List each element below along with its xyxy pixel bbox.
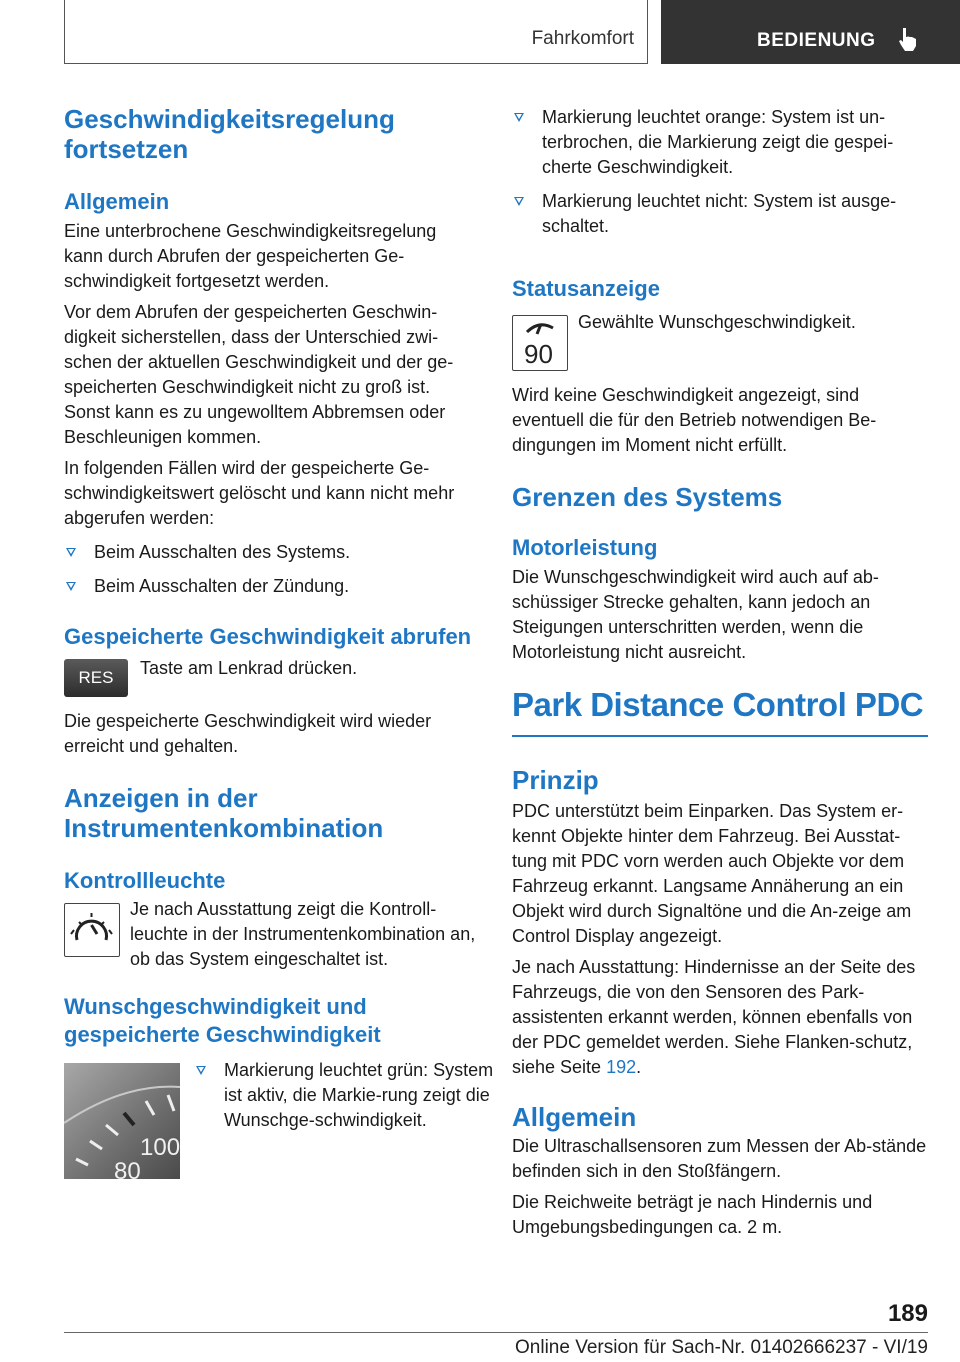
- paragraph: Die gespeicherte Geschwindigkeit wird wieder erreicht und gehalten.: [64, 711, 432, 756]
- heading-motorleistung: Motorleistung: [512, 535, 658, 560]
- header-chapter-bar: [661, 0, 960, 64]
- triangle-bullet-icon: [66, 548, 76, 557]
- list-item: [64, 574, 478, 599]
- list-item-text: Markierung leuchtet nicht: System ist ausge‐schaltet.: [542, 191, 897, 236]
- statusanzeige-row: [512, 313, 928, 371]
- heading-allgemein-pdc: Allgemein: [512, 1102, 637, 1132]
- heading-grenzen: Grenzen des Systems: [512, 482, 783, 512]
- paragraph: Die Wunschgeschwindigkeit wird auch auf ab‐schüssiger Strecke gehalten, kann jedoch an Steigungen unterschritten werden, wenn die Motorleistung nicht ausreicht.: [512, 567, 879, 662]
- speed-display-icon: [512, 315, 568, 371]
- section-title-fortsetzen: Geschwindigkeitsregelung fortsetzen: [64, 104, 395, 164]
- heading-prinzip: Prinzip: [512, 765, 599, 795]
- kontrollleuchte-text: Je nach Ausstattung zeigt die Kontroll‐leuchte in der Instrumentenkombination an, ob das System eingeschaltet ist.: [130, 899, 476, 969]
- header-section-title: Fahrkomfort: [531, 28, 634, 49]
- status-text: Gewählte Wunschgeschwindigkeit.: [578, 312, 856, 332]
- left-column: [64, 98, 494, 1179]
- triangle-bullet-icon: [514, 113, 524, 122]
- list-item-text: Beim Ausschalten der Zündung.: [94, 576, 350, 596]
- list-item-text: Markierung leuchtet grün: System ist aktiv, die Markie‐rung zeigt die Wunschge‐schwindigkeit.: [224, 1060, 494, 1130]
- page-number: 189: [887, 1300, 928, 1327]
- paragraph: In folgenden Fällen wird der gespeicherte Ge‐schwindigkeitswert gelöscht und kann nicht mehr abgerufen werden:: [64, 458, 455, 528]
- heading-wunschgeschwindigkeit: Wunschgeschwindigkeit und gespeicherte Geschwindigkeit: [64, 994, 381, 1047]
- gauge-label-80: 80: [114, 1158, 141, 1179]
- pointing-hand-icon: [897, 26, 921, 52]
- heading-abrufen: Gespeicherte Geschwindigkeit abrufen: [64, 624, 472, 649]
- status-speed-value: 90: [524, 339, 553, 369]
- heading-rule: [512, 735, 928, 737]
- heading-anzeigen: Anzeigen in der Instrumentenkombination: [64, 783, 384, 843]
- wunsch-row: [64, 1060, 494, 1179]
- list-item-text: Beim Ausschalten des Systems.: [94, 542, 351, 562]
- online-version-text: Online Version für Sach-Nr. 01402666237 - VI/19: [515, 1337, 928, 1358]
- footer-rule: [64, 1332, 928, 1333]
- triangle-bullet-icon: [196, 1066, 206, 1075]
- paragraph: Wird keine Geschwindigkeit angezeigt, sind eventuell die für den Betrieb notwendigen Be‐dingungen im Moment nicht erfüllt.: [512, 385, 877, 455]
- heading-allgemein: Allgemein: [64, 189, 170, 214]
- res-button-icon: RES: [64, 659, 128, 697]
- right-column: [512, 98, 928, 1240]
- paragraph: Die Ultraschallsensoren zum Messen der Ab‐stände befinden sich in den Stoßfängern.: [512, 1136, 927, 1181]
- paragraph: Die Reichweite beträgt je nach Hindernis und Umgebungsbedingungen ca. 2 m.: [512, 1192, 873, 1237]
- list-item-text: Markierung leuchtet orange: System ist un‐terbrochen, die Markierung zeigt die gespei‐cherte Geschwindigkeit.: [542, 107, 894, 177]
- heading-statusanzeige: Statusanzeige: [512, 276, 660, 301]
- paragraph: PDC unterstützt beim Einparken. Das System er‐kennt Objekte hinter dem Fahrzeug. Bei Ausstat‐tung mit PDC vorn werden auch Objekte vor dem Fahrzeug erkannt. Langsame Annäherung an ein Objekt wird durch Signaltöne und die An‐zeige am Control Display angezeigt.: [512, 801, 912, 946]
- speedometer-indicator-icon: [64, 903, 120, 957]
- paragraph: Eine unterbrochene Geschwindigkeitsregelung kann durch Abrufen der gespeicherten Ge‐schwindigkeit fortgesetzt werden.: [64, 221, 437, 291]
- list-item: [512, 105, 928, 180]
- res-instruction: Taste am Lenkrad drücken.: [140, 658, 358, 678]
- list-item: [512, 189, 928, 239]
- paragraph-text-end: .: [636, 1057, 642, 1077]
- res-row: [64, 657, 478, 699]
- page-link-192[interactable]: 192: [606, 1057, 637, 1077]
- triangle-bullet-icon: [514, 197, 524, 206]
- list-item: [64, 540, 478, 565]
- list-item: [194, 1058, 508, 1133]
- paragraph-text: Je nach Ausstattung: Hindernisse an der Seite des Fahrzeugs, die von den Sensoren des Park‐assistenten erkannt werden, können ebenfalls von der PDC gemeldet werden. Siehe Flanken‐schutz, siehe Seite: [512, 957, 916, 1077]
- paragraph: Vor dem Abrufen der gespeicherten Geschwin‐digkeit sicherstellen, dass der Unterschied zwi‐schen der aktuellen Geschwindigkeit und der ge‐speicherten Geschwindigkeit nicht zu groß ist. Sonst kann es zu ungewolltem Abbremsen oder Beschleunigen kommen.: [64, 302, 454, 447]
- triangle-bullet-icon: [66, 582, 76, 591]
- gauge-label-100: 100: [140, 1134, 180, 1161]
- speedometer-photo: [64, 1063, 180, 1179]
- heading-kontrollleuchte: Kontrollleuchte: [64, 868, 226, 893]
- paragraph: [512, 955, 928, 1080]
- kontrollleuchte-row: [64, 901, 478, 981]
- header-chapter-title: BEDIENUNG: [757, 30, 876, 51]
- heading-pdc: Park Distance Control PDC: [512, 686, 924, 723]
